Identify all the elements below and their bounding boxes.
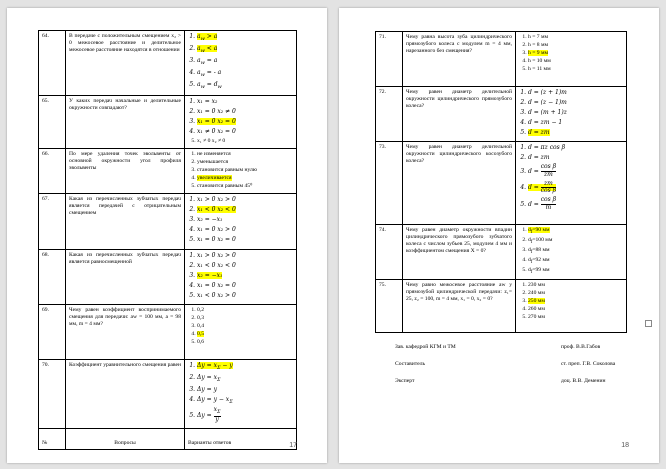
- answer-text: $a_w = d_w$: [197, 80, 222, 90]
- answer-option: [528, 99, 623, 107]
- answer-text: становится равным нулю: [197, 166, 257, 173]
- answer-text: 0,3: [197, 314, 204, 321]
- answer-option: [528, 197, 623, 211]
- answer-option: [197, 128, 293, 136]
- question-text: Коэффициент уравнительного смещения равен: [66, 359, 185, 429]
- answer-text: x₁ = 0 x₂ = 0: [197, 235, 236, 243]
- answer-text: $\Delta y = x_\Sigma$: [197, 373, 221, 383]
- answer-text: $a_w < a$: [197, 44, 218, 55]
- answer-option: [528, 50, 623, 57]
- answer-text: h = 9 мм: [528, 49, 549, 56]
- question-row: [39, 148, 297, 193]
- answer-text: $a_w > a$: [197, 33, 218, 43]
- footer-questions-header: Вопросы: [66, 429, 185, 450]
- answer-text: x₂ = −x₁: [197, 215, 223, 223]
- answer-option: [197, 226, 293, 234]
- question-text: Какая из перечисленных зубчатых передач является равносмещенной: [66, 249, 185, 304]
- answer-option: [197, 252, 293, 260]
- answer-text: $d_f=100$ мм: [528, 236, 553, 246]
- answer-options: [516, 279, 627, 332]
- answer-text: 230 мм: [528, 281, 545, 288]
- answer-text: h = 8 мм: [528, 41, 549, 48]
- answer-text: $d_f=99$ мм: [528, 266, 550, 275]
- answer-text: $d_f=90$ мм: [528, 227, 550, 236]
- answer-option: [197, 81, 293, 90]
- answer-option: [197, 236, 293, 244]
- signature-name: проф. В.В.Габов: [561, 344, 601, 350]
- answer-option: [197, 323, 293, 330]
- answer-option: [528, 66, 623, 73]
- signature-role: Эксперт: [395, 378, 415, 384]
- signature-role: Составитель: [395, 361, 426, 367]
- answer-text: x₁ < 0 x₂ < 0: [197, 205, 236, 213]
- answer-option: [528, 109, 623, 117]
- answer-option: [197, 307, 293, 314]
- answer-text: 250 мм: [528, 297, 545, 304]
- answer-text: x₁ < 0 x₂ < 0: [197, 261, 236, 269]
- answer-text: d = zm: [528, 154, 550, 161]
- answer-option: [197, 138, 293, 145]
- answer-text: h = 7 мм: [528, 34, 549, 40]
- question-number: 67.: [39, 193, 66, 249]
- answer-text: x₁ = x₂: [197, 97, 218, 105]
- answer-text: 0,6: [197, 338, 204, 345]
- question-text: Чему равна высота зуба цилиндрического прямозубого колеса с модулем m = 4 мм, нарезанного без смещения?: [403, 32, 516, 87]
- resize-handle[interactable]: [645, 320, 652, 327]
- answer-option: [197, 262, 293, 270]
- answer-options: [185, 359, 297, 429]
- answer-option: [528, 89, 623, 97]
- answer-text: d = zm − 1: [528, 119, 563, 126]
- answer-option: [197, 108, 293, 116]
- answer-text: d = (z + 1)m: [528, 89, 567, 96]
- question-row: [376, 225, 627, 280]
- question-text: По мере удаления точек эвольвенты от основной окружности угол профиля эвольвенты: [66, 148, 185, 193]
- question-row: [39, 95, 297, 148]
- answer-option: [197, 374, 293, 383]
- question-text: Чему равен диаметр окружности впадин цилиндрического прямозубого зубчатого колеса с числом зубьев 25, модулем 4 мм и коэффициентом смещения X = 0?: [403, 225, 516, 280]
- answer-option: [528, 306, 623, 313]
- page-number: 17: [289, 442, 297, 449]
- answer-text: 260 мм: [528, 305, 545, 312]
- answer-text: $d_f=88$ мм: [528, 246, 550, 255]
- answer-text: 0,5: [197, 330, 204, 337]
- answer-option: [197, 175, 293, 182]
- question-number: 64.: [39, 31, 66, 96]
- answer-option: [528, 164, 623, 178]
- question-number: 69.: [39, 304, 66, 359]
- signature-name: доц. В.В. Деменин: [561, 378, 606, 384]
- answer-option: [528, 34, 623, 41]
- answer-text: $\Delta y = y - x_\Sigma$: [197, 395, 233, 405]
- answer-options: [185, 304, 297, 359]
- question-number: 66.: [39, 148, 66, 193]
- answer-option: [528, 290, 623, 297]
- answer-options: [185, 31, 297, 96]
- answer-text: $d_f=92$ мм: [528, 256, 550, 265]
- answer-option: [197, 151, 293, 158]
- question-row: [39, 249, 297, 304]
- answer-option: [528, 227, 623, 236]
- answer-option: [197, 396, 293, 405]
- question-number: 68.: [39, 249, 66, 304]
- answer-text: Δy = y: [197, 385, 217, 393]
- signature-name: ст. преп. Г.В. Соколова: [561, 361, 616, 367]
- answer-text: d = πz cos β: [528, 144, 566, 151]
- answer-options: [185, 148, 297, 193]
- question-text: В передаче с положительным смещением x₂ > 0 межосевое расстояние и делительное межосевое расстояние находятся в отношении: [66, 31, 185, 96]
- answer-text: x₁ > 0 x₂ > 0: [197, 251, 236, 259]
- question-text: Чему равен диаметр делительной окружности цилиндрического прямозубого колеса?: [403, 87, 516, 142]
- answer-option: [528, 237, 623, 246]
- answer-text: становится равным 45⁰: [197, 182, 253, 189]
- answer-text: d = (z − 1)m: [528, 99, 567, 106]
- footer-answers-header: Варианты ответов: [185, 429, 297, 450]
- question-row: [376, 279, 627, 332]
- questions-table-left: [38, 30, 297, 450]
- answer-option: [528, 42, 623, 49]
- answer-option: [197, 33, 293, 42]
- answer-text: h = 11 мм: [528, 65, 551, 72]
- footer-num-header: №: [39, 429, 66, 450]
- answer-option: [197, 206, 293, 214]
- answer-options: [516, 32, 627, 87]
- answer-text: $a_w = a$: [197, 56, 218, 67]
- answer-option: [197, 272, 293, 280]
- answer-option: [528, 181, 623, 195]
- answer-text: x₁ = 0 x₂ = 0: [197, 117, 236, 125]
- answer-option: [197, 216, 293, 224]
- answer-options: [516, 87, 627, 142]
- answer-option: [528, 58, 623, 65]
- question-number: 65.: [39, 95, 66, 148]
- answer-options: [516, 142, 627, 225]
- answer-text: увеличивается: [197, 174, 232, 181]
- question-row: [39, 359, 297, 429]
- question-text: Чему равен диаметр делительной окружности цилиндрического косозубого колеса?: [403, 142, 516, 225]
- answer-option: [197, 118, 293, 126]
- answer-text: 0,2: [197, 306, 204, 313]
- answer-text: 240 мм: [528, 289, 545, 296]
- answer-text: $\Delta y = x_\Sigma - y$: [197, 361, 233, 371]
- answer-option: [197, 362, 293, 371]
- answer-options: [185, 193, 297, 249]
- question-number: 74.: [376, 225, 403, 280]
- answer-text: d = zm: [528, 129, 550, 136]
- question-row: [39, 31, 297, 96]
- answer-text: d = $\frac{\text{cos β}}{m}$: [528, 196, 557, 211]
- question-number: 72.: [376, 87, 403, 142]
- answer-option: [197, 196, 293, 204]
- answer-option: [528, 129, 623, 137]
- answer-option: [528, 257, 623, 266]
- question-text: Чему равно межосевое расстояние aw у прямозубой цилиндрической передачи: z₁= 25, z₂ = 100, m = 4 мм, x₁ = 0, x₂ = 0?: [403, 279, 516, 332]
- answer-option: [197, 331, 293, 338]
- answer-option: [528, 267, 623, 276]
- answer-text: Δy = $\frac{x_\Sigma}{y}$: [197, 406, 221, 424]
- signature-role: Зав. кафедрой КГМ и ТМ: [395, 344, 456, 350]
- question-row: [39, 304, 297, 359]
- question-text: Чему равен коэффициент воспринимаемого смещения для передачи: aw = 100 мм, a = 98 мм, m = 4 мм?: [66, 304, 185, 359]
- answer-option: [197, 339, 293, 346]
- answer-option: [197, 45, 293, 54]
- answer-text: уменьшается: [197, 158, 229, 165]
- answer-option: [528, 119, 623, 127]
- question-number: 75.: [376, 279, 403, 332]
- answer-option: [197, 282, 293, 290]
- answer-text: 0,4: [197, 322, 204, 329]
- question-text: У каких передач начальные и делительные окружности совпадают?: [66, 95, 185, 148]
- answer-option: [528, 144, 623, 152]
- answer-option: [528, 298, 623, 305]
- answer-text: x₁ < 0 x₂ > 0: [197, 291, 236, 299]
- question-row: [39, 193, 297, 249]
- answer-option: [197, 315, 293, 322]
- questions-table-right: [375, 31, 627, 333]
- answer-option: [528, 247, 623, 256]
- question-number: 73.: [376, 142, 403, 225]
- answer-text: d = $\frac{zm}{\text{cos β}}$: [528, 179, 557, 195]
- answer-option: [528, 282, 623, 289]
- answer-text: x₂ = −x₁: [197, 271, 223, 279]
- question-text: Какая из перечисленных зубчатых передач является передачей с отрицательным смещением: [66, 193, 185, 249]
- question-row: [376, 32, 627, 87]
- page-17: [7, 8, 327, 463]
- question-number: 71.: [376, 32, 403, 87]
- answer-option: [197, 69, 293, 78]
- answer-option: [197, 407, 293, 423]
- answer-option: [197, 159, 293, 166]
- answer-option: [197, 386, 293, 394]
- answer-text: d = $\frac{\text{cos β}}{zm}$: [528, 163, 557, 178]
- answer-option: [528, 154, 623, 162]
- answer-options: [185, 95, 297, 148]
- answer-options: [516, 225, 627, 280]
- answer-text: x₁ = 0 x₂ > 0: [197, 225, 236, 233]
- answer-text: x₁ = 0 x₂ ≠ 0: [197, 107, 236, 115]
- answer-option: [197, 167, 293, 174]
- answer-options: [185, 249, 297, 304]
- answer-option: [197, 57, 293, 66]
- answer-text: $a_w$ = - a: [197, 68, 222, 78]
- answer-text: x₁ ≠ 0 x₂ ≠ 0: [197, 137, 226, 144]
- answer-text: d = (m + 1)z: [528, 109, 567, 116]
- answer-text: x₁ = 0 x₂ = 0: [197, 281, 236, 289]
- question-row: [376, 142, 627, 225]
- answer-text: x₁ ≠ 0 x₂ = 0: [197, 127, 236, 135]
- page-number: 18: [621, 442, 629, 449]
- answer-text: не изменяется: [197, 150, 231, 157]
- page-18: [339, 8, 659, 463]
- answer-option: [197, 183, 293, 190]
- answer-option: [197, 292, 293, 300]
- answer-option: [528, 314, 623, 321]
- answer-option: [197, 98, 293, 106]
- question-row: [376, 87, 627, 142]
- question-number: 70.: [39, 359, 66, 429]
- answer-text: x₁ > 0 x₂ > 0: [197, 195, 236, 203]
- answer-text: h = 10 мм: [528, 57, 551, 64]
- answer-text: 270 мм: [528, 313, 545, 320]
